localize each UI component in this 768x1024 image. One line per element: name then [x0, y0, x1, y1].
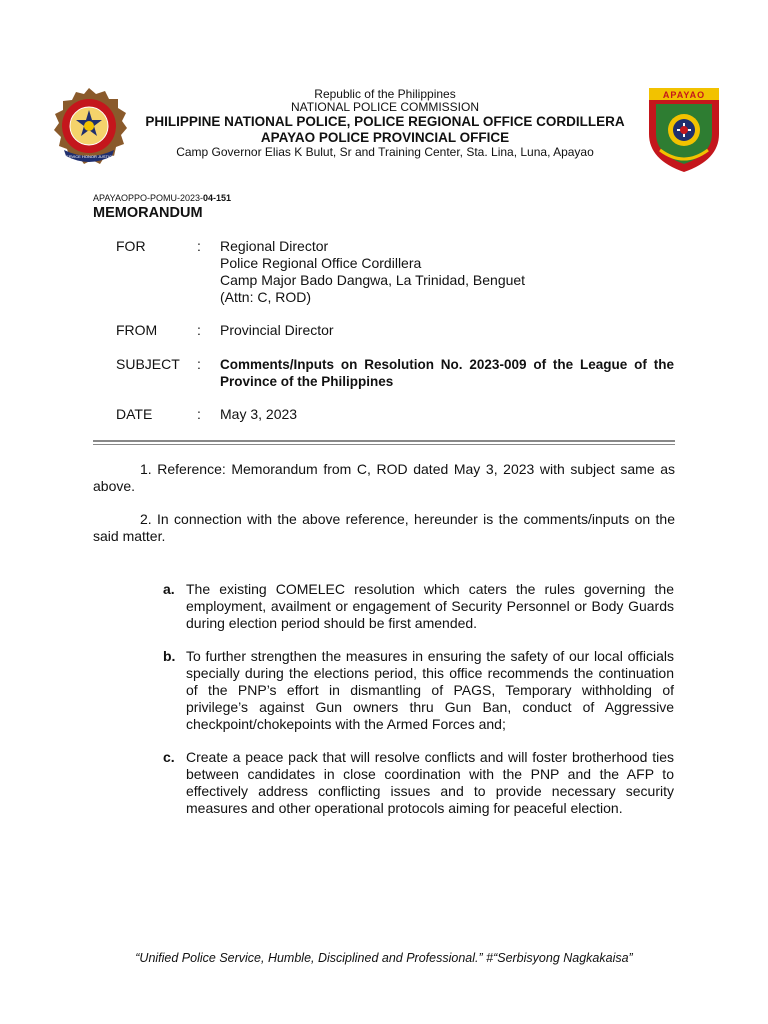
- subject-label: SUBJECT: [116, 356, 180, 372]
- item-b-marker: b.: [163, 648, 176, 664]
- header-divider-thick: [93, 440, 675, 442]
- item-c-marker: c.: [163, 749, 175, 765]
- svg-text:SERVICE HONOR JUSTICE: SERVICE HONOR JUSTICE: [63, 154, 115, 159]
- item-a-marker: a.: [163, 581, 175, 597]
- paragraph-2: [93, 511, 675, 545]
- paragraph-1: [93, 461, 675, 495]
- for-line-2: Police Regional Office Cordillera: [220, 255, 422, 271]
- apayao-ppo-seal-logo: [646, 86, 722, 174]
- svg-text:APAYAO: APAYAO: [662, 90, 706, 100]
- date-value: May 3, 2023: [220, 406, 298, 422]
- for-line-4: (Attn: C, ROD): [220, 289, 312, 305]
- header-napolcom: NATIONAL POLICE COMMISSION: [290, 100, 480, 114]
- control-number: [93, 193, 231, 203]
- header-divider-thin: [93, 444, 675, 445]
- from-colon: :: [197, 322, 201, 338]
- item-c-text: Create a peace pack that will resolve conflicts and will foster brotherhood ties between candidates in close coordination with the PNP and the AFP to effectively address conflicting issues and to provide necessary security measures and other operational protocols aiming for peaceful election.: [186, 749, 674, 816]
- from-value: Provincial Director: [220, 322, 334, 338]
- for-line-1: Regional Director: [220, 238, 329, 254]
- header-pnp-pro: PHILIPPINE NATIONAL POLICE, POLICE REGIONAL OFFICE CORDILLERA: [145, 114, 625, 129]
- date-colon: :: [197, 406, 201, 422]
- for-value: [220, 238, 525, 306]
- item-a-text: The existing COMELEC resolution which caters the rules governing the employment, availment or engagement of Security Personnel or Body Guards during election period should be first amended.: [186, 581, 674, 631]
- subject-colon: :: [197, 356, 201, 372]
- paragraph-2-text: 2. In connection with the above reference, hereunder is the comments/inputs on the said matter.: [93, 511, 675, 544]
- date-label: DATE: [116, 406, 153, 422]
- for-colon: :: [197, 238, 201, 254]
- control-suffix: 04-151: [203, 193, 232, 203]
- header-apayao-ppo: APAYAO POLICE PROVINCIAL OFFICE: [260, 130, 510, 145]
- control-prefix: APAYAOPPO-POMU-2023-: [93, 193, 204, 203]
- paragraph-1-text: 1. Reference: Memorandum from C, ROD dated May 3, 2023 with subject same as above.: [93, 461, 675, 494]
- item-b-text: To further strengthen the measures in ensuring the safety of our local officials specially during the elections period, this office recommends the continuation of the PNP’s effort in dismantling of PAGS, Temporary withholding of privilege’s against Gun owners thru Gun Ban, conduct of Aggressive checkpoint/chokepoints with the Armed Forces and;: [186, 648, 674, 732]
- from-label: FROM: [116, 322, 158, 338]
- pnp-seal-logo: [50, 86, 128, 170]
- for-label: FOR: [116, 238, 146, 254]
- for-line-3: Camp Major Bado Dangwa, La Trinidad, Benguet: [220, 272, 526, 288]
- footer-motto: “Unified Police Service, Humble, Disciplined and Professional.” #“Serbisyong Nagkakaisa”: [135, 951, 633, 965]
- memo-title: MEMORANDUM: [93, 205, 203, 221]
- header-address: Camp Governor Elias K Bulut, Sr and Training Center, Sta. Lina, Luna, Apayao: [176, 145, 594, 159]
- subject-value: Comments/Inputs on Resolution No. 2023-009 of the League of the Province of the Philippines: [220, 357, 674, 389]
- header-republic: Republic of the Philippines: [314, 87, 456, 101]
